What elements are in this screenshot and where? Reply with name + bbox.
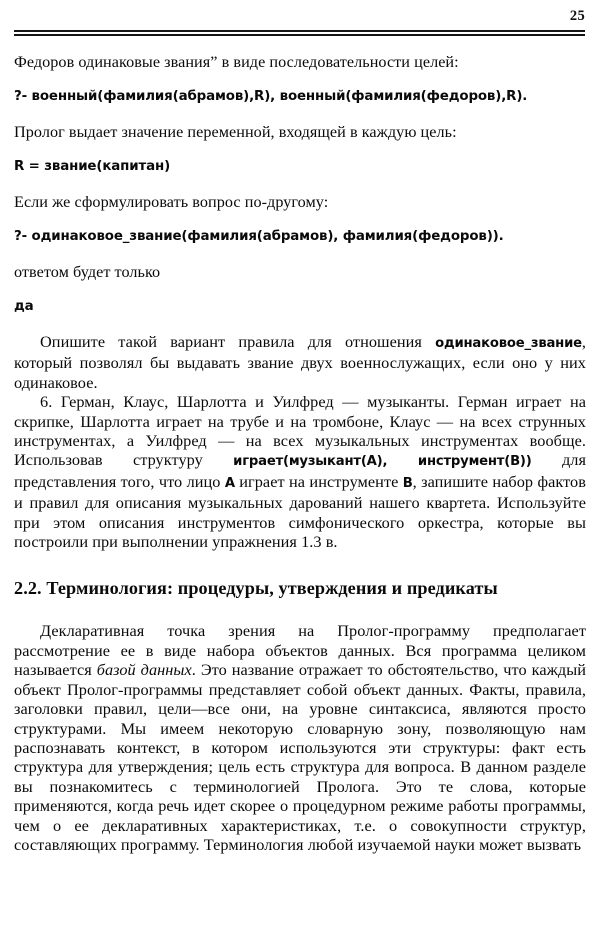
paragraph-continued-heading: Федоров одинаковые звания” в виде последовательности целей: bbox=[14, 53, 459, 71]
exercise-b-text-1: 6. Герман, Клаус, Шарлотта и Уилфред — музыканты. Герман играет на скрипке, Шарлотта играет на трубе и на тромбоне, Клаус — на всех струнных инструментах, а Уилфред — на всех музыкальных инструментах вообще. Использовав структуру bbox=[14, 392, 586, 470]
exercise-b-code-3: B bbox=[402, 475, 413, 491]
exercise-a-text-2: , который позволял бы выдавать звание двух военнослужащих, если оно у них одинаковое. bbox=[14, 332, 586, 392]
section-body-italic-1: базой данных bbox=[96, 660, 192, 680]
header-rule-thin bbox=[14, 34, 585, 35]
code-result-1: R = звание(капитан) bbox=[14, 159, 171, 174]
page-number: 25 bbox=[569, 8, 585, 24]
heading-spacer bbox=[14, 599, 586, 621]
header-double-rule bbox=[14, 30, 585, 36]
paragraph-other-question: Если же сформулировать вопрос по-другому: bbox=[14, 193, 329, 211]
exercise-b-text-4: , запишите набор фактов и правил для описания музыкальных дарований нашего квартета. Используйте при этом описания инструментов симфонического оркестра, которые вы построили при выполнении упражнения 1.3 в. bbox=[14, 471, 586, 552]
page-header bbox=[14, 8, 585, 36]
exercise-b-text-3: играет на инструменте bbox=[234, 471, 403, 491]
exercise-b-paragraph bbox=[14, 392, 586, 551]
section-heading-2-2: 2.2. Терминология: процедуры, утверждения и предикаты bbox=[14, 578, 498, 599]
section-body-text-1: Декларативная точка зрения на Пролог-программу предполагает рассмотрение ее в виде набора объектов данных. Вся программа целиком называется bbox=[14, 621, 586, 680]
paragraph-answer-intro: ответом будет только bbox=[14, 263, 161, 281]
exercise-a-paragraph bbox=[14, 332, 586, 392]
exercise-b-text-2: для представления того, что лицо bbox=[14, 450, 586, 491]
code-result-2: да bbox=[14, 299, 34, 314]
code-query-2: ?- одинаковое_звание(фамилия(абрамов), фамилия(федоров)). bbox=[14, 229, 504, 244]
exercise-a-code-1: одинаковое_звание bbox=[435, 336, 582, 351]
page-content bbox=[14, 52, 586, 854]
code-query-1: ?- военный(фамилия(абрамов),R), военный(фамилия(федоров),R). bbox=[14, 89, 528, 104]
section-body-text-2: . Это название отражает то обстоятельство, что каждый объект Пролог-программы представляет собой объект данных. Факты, правила, заголовки правил, цели—все они, на уровне синтаксиса, являются просто структурами. Мы имеем некоторую словарную зону, позволяющую нам распознавать контекст, в котором используются эти структуры: факт есть структура для утверждения; цель есть структура для вопроса. В данном разделе вы познакомитесь с терминологией Пролога. Это те слова, которые применяются, когда речь идет скорее о процедурном режиме работы программы, чем о ее декларативных характеристиках, т.е. о совокупности структур, составляющих программу. Терминология любой изучаемой науки может вызвать bbox=[14, 660, 587, 854]
section-body-paragraph bbox=[14, 621, 586, 854]
exercise-a-text-1: Опишите такой вариант правила для отношения bbox=[40, 332, 436, 351]
paragraph-prolog-outputs: Пролог выдает значение переменной, входящей в каждую цель: bbox=[14, 123, 457, 141]
exercise-b-code-2: A bbox=[224, 475, 235, 491]
exercise-b-code-1: играет(музыкант(A), инструмент(B)) bbox=[233, 454, 532, 470]
